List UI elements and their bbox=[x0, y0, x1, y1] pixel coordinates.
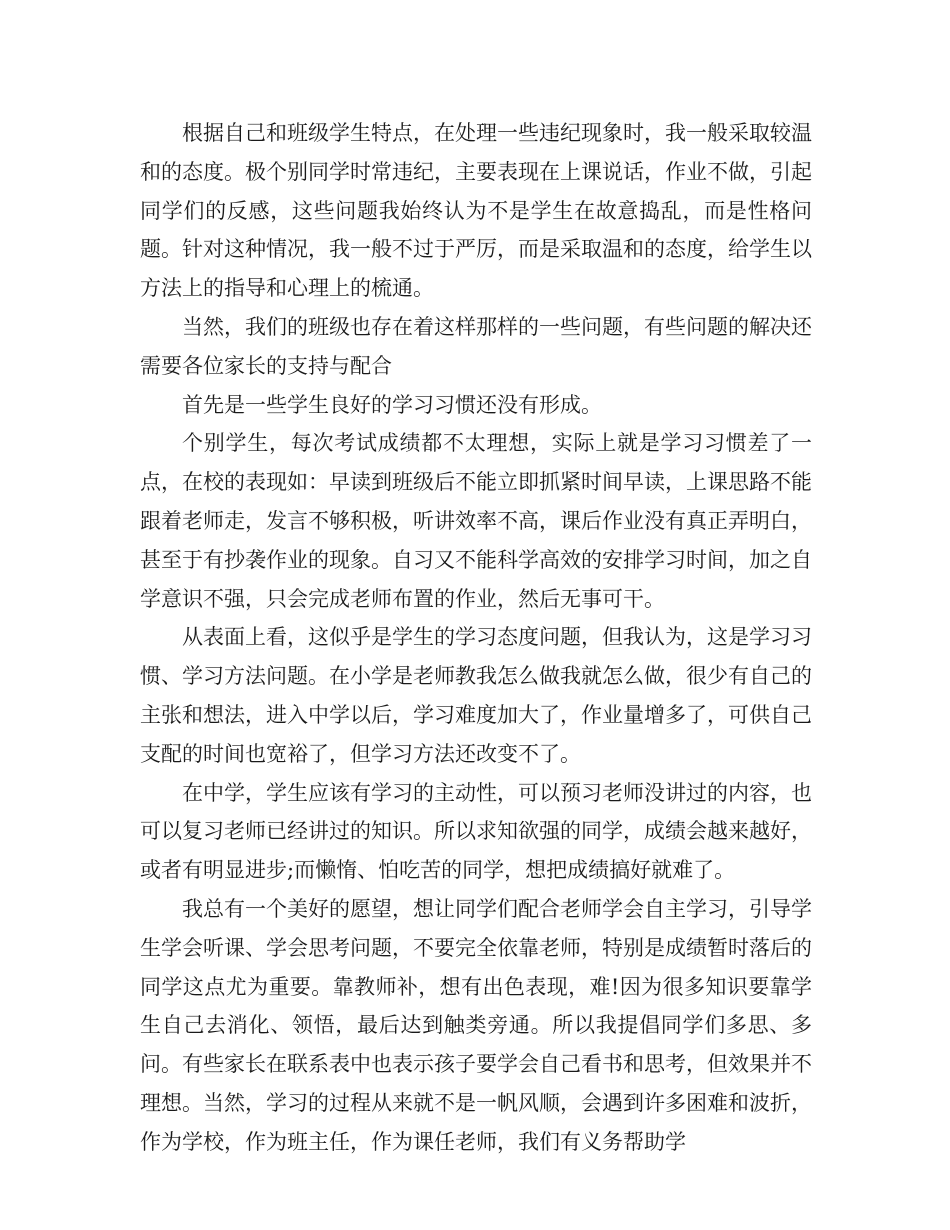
paragraph-1: 根据自己和班级学生特点，在处理一些违纪现象时，我一般采取较温和的态度。极个别同学时常违纪，主要表现在上课说话，作业不做，引起同学们的反感，这些问题我始终认为不是学生在故意捣乱，而是性格问题。针对这种情况，我一般不过于严厉，而是采取温和的态度，给学生以方法上的指导和心理上的梳通。 bbox=[140, 121, 812, 301]
paragraph-5: 从表面上看，这似乎是学生的学习态度问题，但我认为，这是学习习惯、学习方法问题。在小学是老师教我怎么做我就怎么做，很少有自己的主张和想法，进入中学以后，学习难度加大了，作业量增多了，可供自己支配的时间也宽裕了，但学习方法还改变不了。 bbox=[140, 625, 812, 766]
paragraph-3: 首先是一些学生良好的学习习惯还没有形成。 bbox=[182, 392, 602, 417]
paragraph-7: 我总有一个美好的愿望，想让同学们配合老师学会自主学习，引导学生学会听课、学会思考问题，不要完全依靠老师，特别是成绩暂时落后的同学这点尤为重要。靠教师补，想有出色表现，难!因为很多知识要靠学生自己去消化、领悟，最后达到触类旁通。所以我提倡同学们多思、多问。有些家长在联系表中也表示孩子要学会自己看书和思考，但效果并不理想。当然，学习的过程从来就不是一帆风顺，会遇到许多困难和波折，作为学校，作为班主任，作为课任老师，我们有义务帮助学 bbox=[140, 896, 812, 1154]
paragraph-4: 个别学生，每次考试成绩都不太理想，实际上就是学习习惯差了一点，在校的表现如：早读到班级后不能立即抓紧时间早读，上课思路不能跟着老师走，发言不够积极，听讲效率不高，课后作业没有真正弄明白，甚至于有抄袭作业的现象。自习又不能科学高效的安排学习时间，加之自学意识不强，只会完成老师布置的作业，然后无事可干。 bbox=[140, 431, 812, 611]
paragraph-2: 当然，我们的班级也存在着这样那样的一些问题，有些问题的解决还需要各位家长的支持与配合 bbox=[140, 314, 812, 378]
document-body bbox=[140, 114, 812, 1162]
paragraph-6: 在中学，学生应该有学习的主动性，可以预习老师没讲过的内容，也可以复习老师已经讲过的知识。所以求知欲强的同学，成绩会越来越好，或者有明显进步;而懒惰、怕吃苦的同学，想把成绩搞好就难了。 bbox=[140, 780, 812, 883]
